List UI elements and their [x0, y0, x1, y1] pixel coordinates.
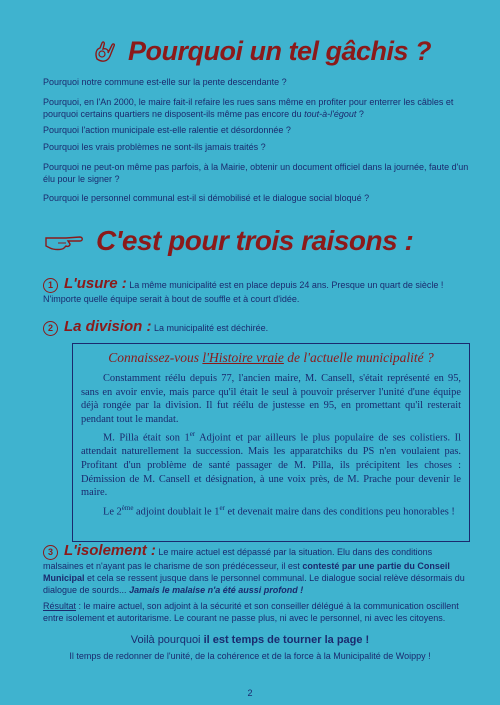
reason-3-text-a: Le maire actuel est dépassé par la situation. Elu dans des conditions malsaines et n'ayant pas le charisme de son prédécesseur, il est [43, 547, 433, 572]
history-p2-sup: er [189, 430, 196, 439]
history-paragraph-1: Constamment réélu depuis 77, l'ancien maire, M. Cansell, s'était représenté en 95, sans en avoir envie, mais parce qu'il était le seul à pouvoir préserver l'unité d'une équipe déjà rongée par la division. Il fut réélu de justesse en 95, en promettant qu'il resterait pendant tout le mandat. [81, 373, 461, 425]
ok-hand-icon [92, 39, 120, 65]
pointing-hand-icon [44, 230, 84, 252]
reason-3-bold: contesté par une partie du Conseil Municipal [43, 561, 450, 584]
question-2-emphasis: tout-à-l'égout [304, 109, 357, 119]
question-4: Pourquoi les vrais problèmes ne sont-ils jamais traités ? [43, 142, 266, 152]
history-p3-b: adjoint doublait le 1 [133, 506, 220, 518]
heading-1: Pourquoi un tel gâchis ? [128, 36, 432, 66]
conclusion-line [0, 634, 500, 646]
heading-2-row [44, 225, 413, 257]
history-p3-a: Le 2 [103, 506, 122, 518]
heading-2: C'est pour trois raisons : [96, 225, 414, 256]
reason-2-number: 2 [43, 321, 58, 336]
conclusion-a: Voilà pourquoi [130, 634, 204, 646]
history-p3-c: et devenait maire dans des conditions peu honorables ! [224, 506, 455, 518]
reason-3-title: L'isolement : [64, 542, 156, 559]
reason-2-title: La division : [64, 318, 152, 335]
question-2-end: ? [356, 109, 364, 119]
history-box [72, 343, 470, 542]
conclusion-subline: Il temps de redonner de l'unité, de la cohérence et de la force à la Municipalité de Woippy ! [69, 651, 431, 661]
reason-1-text: La même municipalité est en place depuis 24 ans. Presque un quart de siècle ! N'importe quelle équipe serait à bout de souffle et à court d'idée. [43, 280, 444, 305]
question-3: Pourquoi l'action municipale est-elle ralentie et désordonnée ? [43, 125, 291, 135]
reason-1-title: L'usure : [64, 275, 127, 292]
question-6: Pourquoi le personnel communal est-il si démobilisé et le dialogue social bloqué ? [43, 193, 370, 203]
reason-3 [43, 542, 473, 596]
conclusion-b: il est temps de tourner la page ! [203, 634, 370, 646]
reason-1-number: 1 [43, 278, 58, 293]
result-text: : le maire actuel, son adjoint à la sécurité et son conseiller délégué à la communication oscillent entre isolement et autoritarisme. Le courant ne passe plus, ni avec le personnel, ni avec les citoyens. [43, 601, 459, 623]
reason-3-italic: Jamais le malaise n'a été aussi profond ! [129, 585, 304, 596]
history-p2-a: M. Pilla était son 1 [103, 432, 190, 444]
result [43, 600, 473, 624]
question-2-text: Pourquoi, en l'An 2000, le maire fait-il refaire les rues sans même en profiter pour enterrer les câbles et pourquoi certains quartiers ne disposent-ils même pas encore du [43, 97, 454, 119]
question-2 [43, 96, 473, 120]
heading-1-row [92, 36, 431, 67]
history-title-c: de l'actuelle municipalité ? [283, 350, 434, 365]
history-p3-sup: ème [121, 503, 134, 512]
history-p2-b: Adjoint et par ailleurs le plus populaire de ses colistiers. Il attendait naturellement la succession. Mais les apparatchiks du PS n'en voulaient pas. Profitant d'un problème de santé passager de M. Pilla, ils précipitent les choses : Démission de M. Cansell et désignation, à une voix près, de M. Prache pour devenir le maire. [81, 432, 462, 499]
result-label: Résultat [43, 601, 77, 611]
question-1: Pourquoi notre commune est-elle sur la pente descendante ? [43, 77, 287, 87]
question-5: Pourquoi ne peut-on même pas parfois, à la Mairie, obtenir un document officiel dans la journée, faute d'un élu pour le signer ? [43, 162, 469, 184]
history-p3-sup2: er [219, 503, 225, 512]
history-title-b: l'Histoire vraie [202, 350, 284, 365]
reason-2 [43, 318, 473, 336]
reason-1 [43, 275, 473, 305]
reason-2-text: La municipalité est déchirée. [151, 323, 269, 333]
page-number: 2 [247, 688, 253, 698]
reason-3-text-b: et cela se ressent jusque dans le personnel communal. Le dialogue social relève désormais du dialogue de sourds... [43, 573, 465, 596]
history-paragraph-3 [81, 502, 461, 519]
history-paragraph-2 [81, 428, 461, 499]
history-title-a: Connaissez-vous [108, 350, 203, 365]
reason-3-number: 3 [43, 545, 58, 560]
history-box-title [81, 350, 461, 366]
